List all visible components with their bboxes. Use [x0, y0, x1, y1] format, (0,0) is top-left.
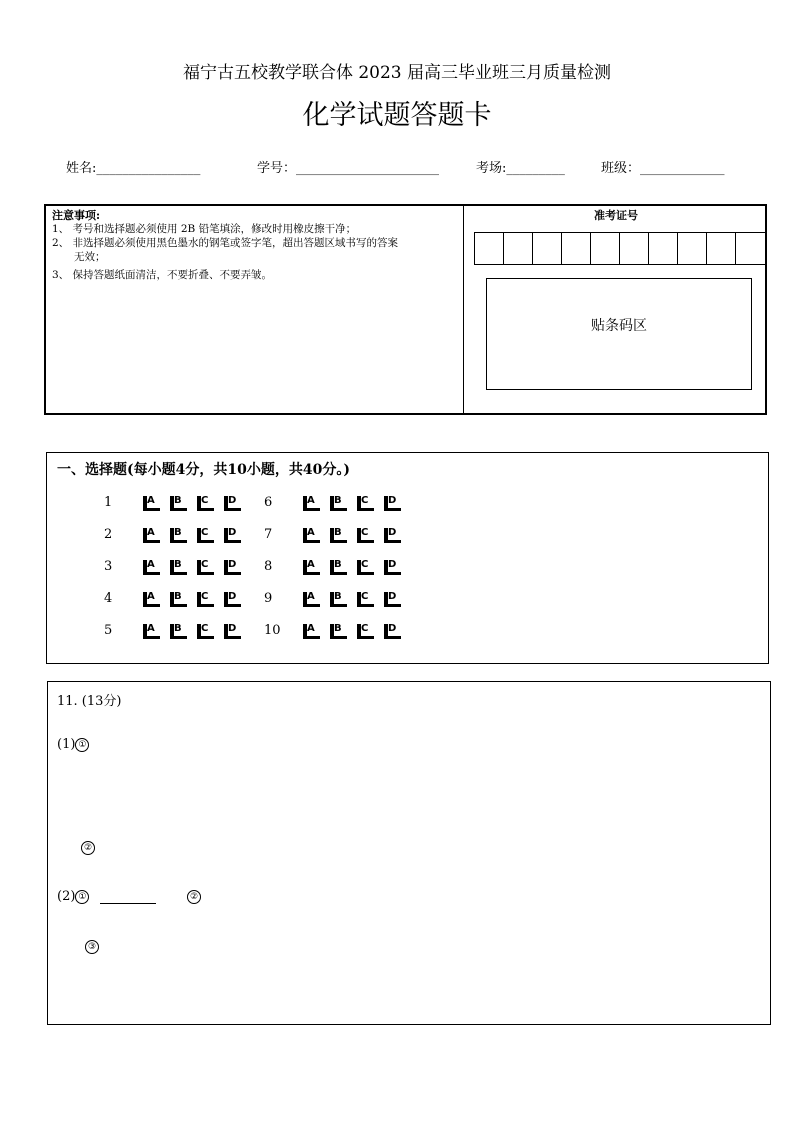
question-number: 9	[264, 591, 273, 606]
question-number: 5	[104, 623, 113, 638]
question-11-section	[47, 681, 771, 1025]
option-bubble[interactable]	[384, 592, 401, 607]
option-bubble[interactable]	[330, 624, 347, 639]
option-letter: C	[361, 527, 369, 538]
option-letter: C	[201, 591, 209, 602]
option-bubble[interactable]	[143, 624, 160, 639]
q11-part1	[57, 737, 89, 752]
exam-number-cell[interactable]	[591, 233, 620, 264]
option-bubble[interactable]	[224, 624, 241, 639]
question-11-title: 11. (13分)	[57, 694, 122, 709]
option-letter: D	[388, 623, 397, 634]
option-letter: C	[361, 623, 369, 634]
exam-room-field[interactable]: 考场:_________	[476, 161, 565, 176]
notice-item-1: 1、 考号和选择题必须使用 2B 铅笔填涂，修改时用橡皮擦干净；	[52, 223, 357, 235]
option-letter: B	[174, 527, 182, 538]
exam-number-cell[interactable]	[475, 233, 504, 264]
option-letter: B	[334, 623, 342, 634]
notice-item-2-cont: 无效；	[74, 251, 106, 263]
exam-number-cell[interactable]	[620, 233, 649, 264]
option-bubble[interactable]	[357, 496, 374, 511]
class-field[interactable]: 班级：_____________	[601, 161, 725, 176]
circled-3: ③	[85, 940, 99, 954]
option-letter: C	[361, 495, 369, 506]
circled-1: ①	[75, 738, 89, 752]
option-bubble[interactable]	[143, 528, 160, 543]
q11-part1-label: (1)	[57, 737, 76, 752]
option-bubble[interactable]	[143, 496, 160, 511]
option-bubble[interactable]	[384, 624, 401, 639]
option-letter: A	[147, 591, 155, 602]
option-letter: B	[334, 527, 342, 538]
option-letter: A	[307, 623, 315, 634]
answer-options	[143, 624, 241, 639]
option-bubble[interactable]	[330, 528, 347, 543]
question-number: 2	[104, 527, 113, 542]
option-bubble[interactable]	[170, 496, 187, 511]
exam-number-cell[interactable]	[707, 233, 736, 264]
option-letter: D	[228, 559, 237, 570]
option-bubble[interactable]	[197, 592, 214, 607]
notice-item-2: 2、 非选择题必须使用黑色墨水的钢笔或签字笔，超出答题区域书写的答案	[52, 237, 399, 249]
barcode-label: 贴条码区	[591, 318, 647, 334]
option-letter: B	[174, 559, 182, 570]
option-bubble[interactable]	[303, 560, 320, 575]
option-letter: C	[361, 591, 369, 602]
option-bubble[interactable]	[197, 560, 214, 575]
option-bubble[interactable]	[384, 528, 401, 543]
option-letter: B	[174, 495, 182, 506]
option-bubble[interactable]	[384, 560, 401, 575]
multiple-choice-title: 一、选择题(每小题4分，共10小题，共40分。)	[57, 462, 350, 478]
exam-number-cell[interactable]	[678, 233, 707, 264]
question-number: 6	[264, 495, 273, 510]
exam-number-cell[interactable]	[736, 233, 765, 264]
question-number: 10	[264, 623, 281, 638]
option-letter: A	[147, 559, 155, 570]
option-bubble[interactable]	[330, 496, 347, 511]
option-bubble[interactable]	[197, 496, 214, 511]
exam-number-cell[interactable]	[562, 233, 591, 264]
option-letter: A	[307, 527, 315, 538]
answer-options	[143, 560, 241, 575]
exam-number-title: 准考证号	[594, 209, 638, 222]
option-bubble[interactable]	[357, 592, 374, 607]
option-letter: D	[388, 527, 397, 538]
option-letter: A	[307, 559, 315, 570]
option-bubble[interactable]	[143, 592, 160, 607]
option-bubble[interactable]	[197, 624, 214, 639]
q11-part2-2	[187, 889, 201, 904]
answer-options	[143, 496, 241, 511]
notice-title: 注意事项:	[52, 209, 101, 222]
question-number: 7	[264, 527, 273, 542]
option-letter: D	[228, 591, 237, 602]
answer-blank[interactable]	[100, 891, 156, 904]
option-bubble[interactable]	[224, 528, 241, 543]
answer-options	[303, 496, 401, 511]
option-bubble[interactable]	[170, 528, 187, 543]
answer-sheet-title: 化学试题答题卡	[302, 100, 492, 131]
option-letter: C	[361, 559, 369, 570]
option-letter: D	[228, 623, 237, 634]
student-id-field[interactable]: 学号：______________________	[257, 161, 440, 176]
option-bubble[interactable]	[330, 560, 347, 575]
option-letter: D	[228, 495, 237, 506]
option-letter: B	[174, 623, 182, 634]
circled-2: ②	[81, 841, 95, 855]
option-letter: A	[147, 623, 155, 634]
option-letter: D	[388, 591, 397, 602]
question-number: 4	[104, 591, 113, 606]
option-letter: B	[334, 559, 342, 570]
exam-title: 福宁古五校教学联合体 2023 届高三毕业班三月质量检测	[182, 63, 612, 83]
option-bubble[interactable]	[303, 528, 320, 543]
option-bubble[interactable]	[224, 560, 241, 575]
option-letter: D	[228, 527, 237, 538]
option-bubble[interactable]	[357, 624, 374, 639]
option-bubble[interactable]	[170, 560, 187, 575]
question-number: 3	[104, 559, 113, 574]
circled-2: ②	[187, 890, 201, 904]
option-letter: B	[334, 591, 342, 602]
option-letter: D	[388, 495, 397, 506]
answer-options	[303, 560, 401, 575]
option-bubble[interactable]	[357, 528, 374, 543]
option-bubble[interactable]	[170, 624, 187, 639]
exam-number-cell[interactable]	[533, 233, 562, 264]
name-field[interactable]: 姓名:________________	[66, 161, 201, 176]
question-number: 8	[264, 559, 273, 574]
option-bubble[interactable]	[357, 560, 374, 575]
option-letter: A	[307, 591, 315, 602]
answer-options	[303, 528, 401, 543]
answer-options	[303, 624, 401, 639]
option-letter: A	[147, 495, 155, 506]
option-letter: C	[201, 495, 209, 506]
option-bubble[interactable]	[330, 592, 347, 607]
q11-part2	[57, 889, 156, 904]
option-bubble[interactable]	[197, 528, 214, 543]
notice-divider	[463, 204, 464, 415]
option-letter: C	[201, 527, 209, 538]
notice-item-3: 3、 保持答题纸面清洁，不要折叠、不要弄皱。	[52, 269, 273, 281]
option-letter: C	[201, 559, 209, 570]
option-letter: A	[307, 495, 315, 506]
option-bubble[interactable]	[224, 592, 241, 607]
exam-number-cell[interactable]	[649, 233, 678, 264]
option-bubble[interactable]	[224, 496, 241, 511]
option-letter: B	[334, 495, 342, 506]
option-letter: C	[201, 623, 209, 634]
option-letter: A	[147, 527, 155, 538]
q11-part2-3	[85, 939, 99, 954]
q11-part2-label: (2)	[57, 889, 76, 904]
answer-options	[143, 592, 241, 607]
option-bubble[interactable]	[170, 592, 187, 607]
option-letter: B	[174, 591, 182, 602]
question-number: 1	[104, 495, 113, 510]
exam-number-grid	[474, 232, 766, 265]
circled-1: ①	[75, 890, 89, 904]
answer-options	[143, 528, 241, 543]
option-bubble[interactable]	[303, 624, 320, 639]
option-bubble[interactable]	[303, 592, 320, 607]
option-bubble[interactable]	[303, 496, 320, 511]
q11-part1-2	[81, 840, 95, 855]
option-letter: D	[388, 559, 397, 570]
exam-number-cell[interactable]	[504, 233, 533, 264]
answer-options	[303, 592, 401, 607]
option-bubble[interactable]	[384, 496, 401, 511]
option-bubble[interactable]	[143, 560, 160, 575]
